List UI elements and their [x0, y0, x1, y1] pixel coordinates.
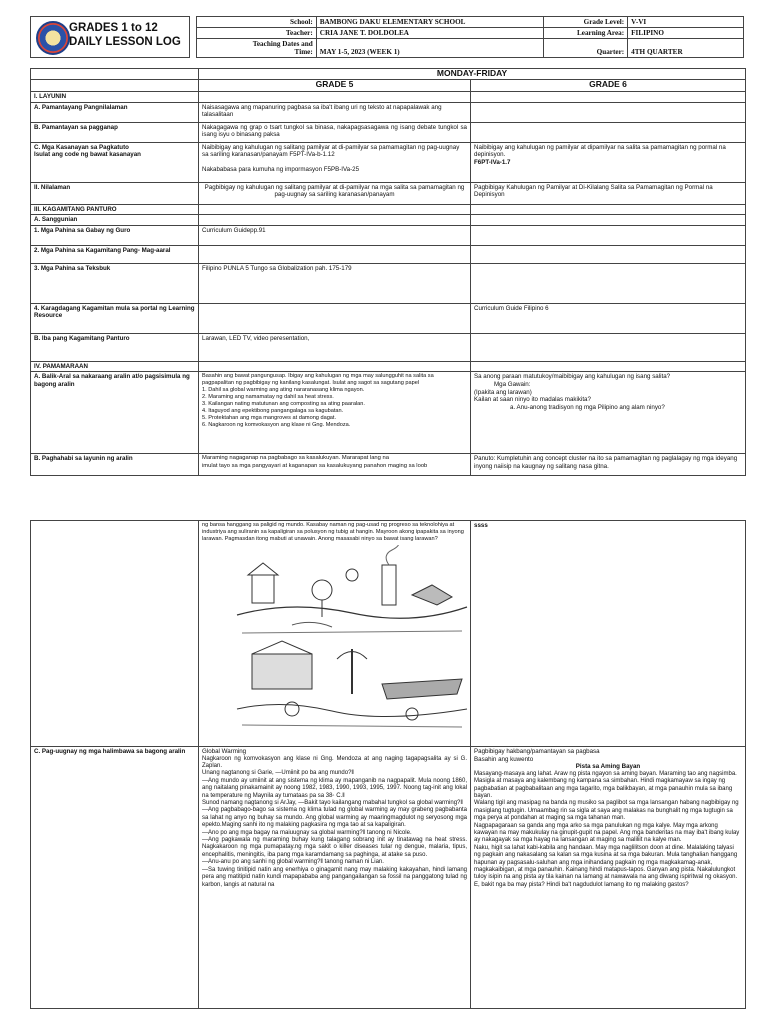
deped-seal-icon [36, 21, 70, 55]
g6-kasanayan-code: F6PT-IVa-1.7 [474, 158, 511, 166]
g6-balik-aral-question: Sa anong paraan matutukoy/maibibigay ang kahulugan ng isang salita? [474, 373, 671, 381]
g5-global-warming-cell [199, 747, 471, 1009]
empty-cell [471, 102, 746, 122]
g6-pista-cell [471, 747, 746, 1009]
row-label-pamantayan-pagganap: B. Pamantayan sa pagganap [31, 122, 199, 142]
empty-cell [199, 245, 471, 263]
row-label-pamantayang-pangnilalaman: A. Pamantayang Pangnilalaman [31, 102, 199, 122]
g6-kasanayan: Naibibigay ang kahulugan ng pamilyar at dipamilyar na salita sa pamamagitan ng pormal na depinisyon. [474, 143, 726, 159]
deped-logo-block [30, 16, 190, 58]
g6-learning-resource: Curriculum Guide Filipino 6 [471, 303, 746, 333]
g5-gabay-guro: Curriculum Guidepp.91 [199, 225, 471, 245]
dates-value: MAY 1-5, 2023 (WEEK 1) [316, 39, 544, 58]
grade6-heading: GRADE 6 [471, 80, 746, 92]
g6-mga-gawain: Mga Gawain: [494, 380, 531, 388]
school-label: School: [197, 17, 317, 28]
empty-cell [199, 92, 471, 103]
period-heading: MONDAY-FRIDAY [199, 69, 746, 80]
empty-cell [471, 215, 746, 226]
g6-story-body: Masayang-masaya ang lahat. Araw ng pista ngayon sa aming bayan. Maraming tao ang nagsimba. Masigla at masaya ang kalembang ng kampana sa simbahan. Hindi magkamayaw sa ingay ng pagbabatian at pagbabalitaan ang mga tagarito, mga balikbayan, at mga panauhin mula sa ibang bayan. Walang tigil ang masipag na banda ng musiko sa paglibot sa mga lansangan habang nagbibigay ng masiglang tugtugin. Umaambag rin sa sigla at saya ang malakas na bunghalit ng mga tugtugin sa mga perya at pondahan at maging sa mga tahanan man. Nagpapagaraan sa ganda ang mga arko sa mga panulukan ng mga kalye. May mga arkong kawayan na may makukulay na ginupit-gupit na papel. Ang mga banderitas na may iba't ibang kulay ay nakagayak sa mga hayag na lansangan at maging sa maliliit na kalye man. Naku, higit sa lahat kabi-kabila ang handaan. May mga naglilitson doon at dine. Malalaking talyasi ng pagkain ang nakasalang sa kalan sa mga kusina at sa mga bakuran. Mula tanghalian hanggang hapunan ay pagsasalu-saluhan ang mga inihandang pagkain ng mga magkakamag-anak, magkakaibigan, at mga panauhin. Kainang hindi matapus-tapos. Ganyan ang pista. Nakalulungkot tuloy isipin na ang pista ay tila kainan na lamang at nawawala na ang diwang ispiritwal ng okasyon. E, bakit nga ba may pista? Hindi ba't nagdudulot lamang ito ng malaking gastos? [474, 770, 740, 888]
g6-continued: ssss [471, 521, 746, 747]
pollution-illustration-top [232, 545, 471, 637]
row-label-kasanayan: C. Mga Kasanayan sa Pagkatuto Isulat ang code ng bawat kasanayan [31, 142, 199, 182]
empty-cell [199, 204, 471, 215]
row-label-learning-resource: 4. Karagdagang Kagamitan mula sa portal ng Learning Resource [31, 303, 199, 333]
empty-cell [471, 333, 746, 361]
grade5-heading: GRADE 5 [199, 80, 471, 92]
g6-intro-basahin: Basahin ang kuwento [474, 755, 534, 763]
teacher-label: Teacher: [197, 28, 317, 39]
g6-tradisyon: a. Anu-anong tradisyon ng mga Pilipino ang alam ninyo? [510, 403, 665, 411]
g6-intro-hakbang: Pagbibigay hakbang/pamantayan sa pagbasa [474, 748, 600, 755]
teacher-value: CRIA JANE T. DOLDOLEA [316, 28, 544, 39]
g5-balik-aral: Basahin ang bawat pangungusap. Ibigay ang kahulugan ng mga may salungguhit na salita sa pagpapalitan ng pagbibigay ng kanilang kasalungat. Isulat ang sagot sa sagutang papel 1. Dahil sa global warming ang ating nararanasang klima ngayon. 2. Maraming ang namamatay ng dahil sa heat stress. 3. Kailangan nating matutunan ang composting sa ating paaralan. 4. Itaguyod ang epektibong pangangalaga sa kagubatan. 5. Protektahan ang mga mangroves at damong dagat. 6. Nagkaroon ng komvokasyon ang klase ni Gng. Mendoza. [199, 372, 471, 454]
empty-cell [471, 361, 746, 372]
row-label-kagamitang-mag-aaral: 2. Mga Pahina sa Kagamitang Pang- Mag-aaral [31, 245, 199, 263]
row-label-nilalaman: II. Nilalaman [31, 182, 199, 204]
row-label-teksbuk: 3. Mga Pahina sa Teksbuk [31, 263, 199, 303]
empty-cell [471, 204, 746, 215]
learning-area-label: Learning Area: [544, 28, 628, 39]
page-two [0, 510, 768, 1024]
blank-corner [31, 69, 199, 80]
g5-paghahabi: Maraming nagaganap na pagbabago sa kasalukuyan. Mararapat lang na imulat tayo sa mga pangyayari at kaganapan sa kasalukuyang panahon maging sa loob [199, 454, 471, 476]
g5-pamantayang-pangnilalaman: Naisasagawa ang mapanuring pagbasa sa iba't ibang uri ng teksto at napapalawak ang talasalitaan [199, 102, 471, 122]
g5-iba-pang-kagamitan: Larawan, LED TV, video peresentation, [199, 333, 471, 361]
empty-cell [199, 215, 471, 226]
g5-continued-text: ng bansa hanggang sa paligid ng mundo. Kasabay naman ng pag-usad ng progreso sa teknolohiya at industriya ang suliranin sa kapaligiran sa polusyon ng tubig at hangin. Mayroon akong ipapakita sa inyong larawan. Pagmasdan itong mabuti at unawain. Anong masasabi ninyo sa bawat isang larawan? [202, 522, 464, 542]
row-label-iba-pang-kagamitan: B. Iba pang Kagamitang Panturo [31, 333, 199, 361]
grade-level-value: V-VI [628, 17, 744, 28]
section-kagamitang-panturo: III. KAGAMITANG PANTURO [31, 204, 199, 215]
pollution-illustration-bottom [232, 639, 471, 731]
section-layunin: I. LAYUNIN [31, 92, 199, 103]
section-sanggunian: A. Sanggunian [31, 215, 199, 226]
g6-kailan-saan: Kailan at saan ninyo ito madalas makikita? [474, 396, 591, 404]
blank-corner-2 [31, 80, 199, 92]
empty-cell [471, 122, 746, 142]
row-label-paghahabi: B. Paghahabi sa layunin ng aralin [31, 454, 199, 476]
quarter-value: 4TH QUARTER [628, 39, 744, 58]
g6-nilalaman: Pagbibigay Kahulugan ng Pamilyar at Di-Kilalang Salita sa Pamamagitan ng Pormal na Depinisyon [471, 182, 746, 204]
g6-ipakita-larawan: (Ipakita ang larawan) [474, 388, 532, 396]
header-info-table [196, 16, 744, 58]
g6-kasanayan-cell [471, 142, 746, 182]
page-one [0, 0, 768, 488]
dates-label-line2: Time: [294, 48, 313, 56]
empty-cell [199, 303, 471, 333]
dates-label [197, 39, 317, 58]
row-label-balik-aral: A. Balik-Aral sa nakaraang aralin at/o pagsisimula ng bagong aralin [31, 372, 199, 454]
dates-label-line1: Teaching Dates and [252, 40, 313, 48]
page-gap [0, 488, 768, 510]
row-label-gabay-guro: 1. Mga Pahina sa Gabay ng Guro [31, 225, 199, 245]
empty-cell [199, 361, 471, 372]
school-value: BAMBONG DAKU ELEMENTARY SCHOOL [316, 17, 544, 28]
quarter-label: Quarter: [544, 39, 628, 58]
empty-cell [471, 245, 746, 263]
g5-global-warming-body: Nagkaroon ng komvokasyon ang klase ni Gng. Mendoza at ang naging tagapagsalita ay si G. Zaplan. Unang nagtanong si Garie, —Umiinit po ba ang mundo?‖ —Ang mundo ay umiinit at ang sistema ng klima ay mapanganib na nagpapalit. Mula noong 1860, ang naitalang pinakamainit ay noong 1982, 1983, 1990, 1993, 1995, 1997. Noong tag-init ang lokal na temperature ng Maynila ay tumataas pa sa 38◦ C.‖ Sunod namang nagtanong si ArJay, —Bakit tayo kailangang mabahal tungkol sa global warming?‖ —Ang pagbabago-bago sa sistema ng klima tulad ng global warming ay may grabeng pagbabanta sa lahat ng anyo ng buhay sa mundo. Ang global warming ay maaringmagdulot ng seryosong mga epekto.Maging sanhi ito ng malaking pagkasira ng mga tao at sa kapaligiran. —Ano po ang mga bagay na maiuugnay sa global warming?‖ tanong ni Nicole. —Ang pagkawala ng maraming buhay kung talagang sobrang init ay tinatawag na heat stress. Nagkakaroon ng mga pumapatay.ng mga sakit o killer diseases tular ng dengue, malaria, tipus, encephalitis, meningitis, iba pang mga karamdamang sa paghinga, at atake sa puso. —Anu-anu po ang sanhi ng global warming?‖ tanong naman ni Lian. —Sa tuwing tinitipid natin ang enerhiya o ginagamit nang may malaking kakayahan, hindi lamang pera ang matitipid natin kundi mapapababa ang pangangailangan sa fossil na panggatong tulad ng karbon, langis at natural na [202, 755, 467, 888]
empty-cell [471, 92, 746, 103]
section-pamamaraan: IV. PAMAMARAAN [31, 361, 199, 372]
g5-kasanayan: Naibibigay ang kahulugan ng salitang pamilyar at di-pamilyar sa pamamagitan ng pag-uugnay sa sariling karanasan/panayam F5PT-IVa-b-1.12 Nakababasa para kumuha ng impormasyon F5PB-IVa-25 [199, 142, 471, 182]
empty-cell [471, 263, 746, 303]
g6-balik-aral-cell [471, 372, 746, 454]
lesson-plan-table [30, 68, 746, 476]
learning-area-value: FILIPINO [628, 28, 744, 39]
g6-story-title: Pista sa Aming Bayan [575, 763, 641, 771]
g6-paghahabi: Panuto: Kumpletuhin ang concept cluster na ito sa pamamagitan ng paglalagay ng mga ideyang inyong naiisip na kaugnay ng salitang nasa gitna. [471, 454, 746, 476]
g5-teksbuk: Filipino PUNLA 5 Tungo sa Globalization pah. 175-179 [199, 263, 471, 303]
g5-global-warming-title: Global Warming [202, 748, 247, 755]
empty-cell [31, 521, 199, 747]
lesson-plan-table-continued [30, 520, 746, 1009]
g5-continued-cell [199, 521, 471, 747]
row-label-pag-uugnay: C. Pag-uugnay ng mga halimbawa sa bagong aralin [31, 747, 199, 1009]
g5-pamantayan-pagganap: Nakagagawa ng grap o tsart tungkol sa binasa, nakapagsasagawa ng isang debate tungkol sa isang isyu o binasang paksa [199, 122, 471, 142]
logo-line-grades: GRADES 1 to 12 [69, 22, 158, 34]
empty-cell [471, 225, 746, 245]
g5-nilalaman: Pagbibigay ng kahulugan ng salitang pamilyar at di-pamilyar na mga salita sa pamamagitan ng pag-uugnay sa sariling karanasan/panayam [199, 182, 471, 204]
grade-level-label: Grade Level: [544, 17, 628, 28]
logo-line-dll: DAILY LESSON LOG [69, 36, 181, 48]
